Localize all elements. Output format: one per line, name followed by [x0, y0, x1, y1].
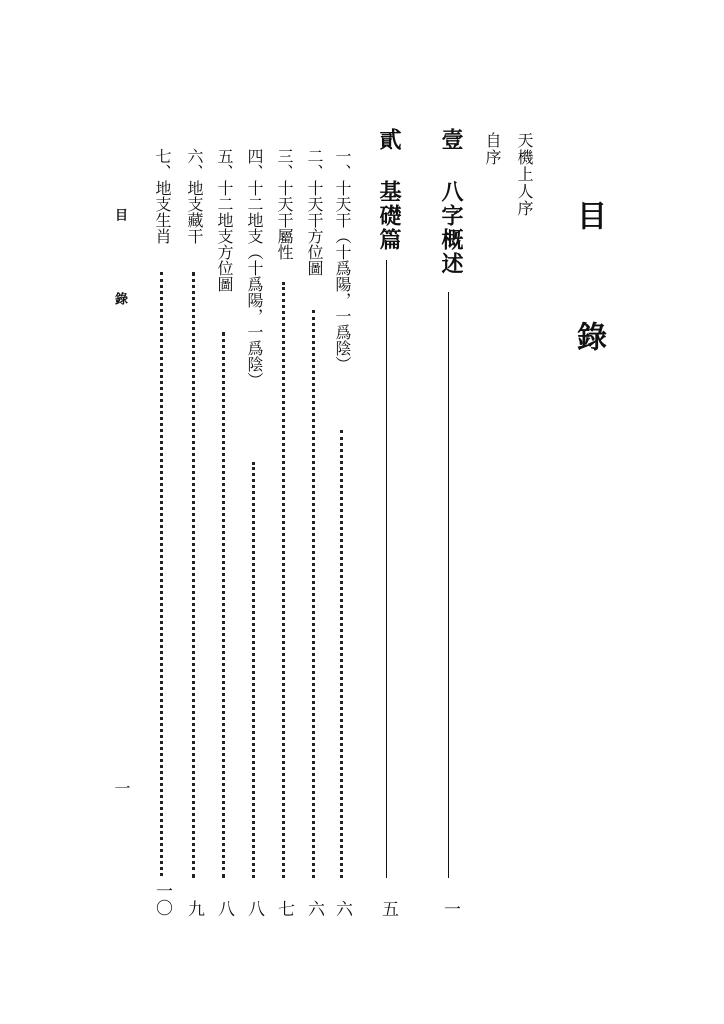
page-number: 六 — [304, 900, 324, 917]
page-number: 九 — [184, 900, 204, 917]
leader-rule — [386, 260, 387, 878]
page-number: 七 — [274, 900, 294, 917]
preface-entry: 自序 — [483, 132, 502, 166]
dot-leader — [160, 272, 163, 876]
toc-entry: 五、十二地支方位圖 — [215, 148, 234, 292]
leader-rule — [448, 292, 449, 878]
page-number: 八 — [244, 900, 264, 917]
toc-entry: 六、地支藏干 — [185, 148, 204, 244]
part-number: 壹 — [438, 128, 464, 152]
part-title: 基礎篇 — [376, 180, 402, 252]
dot-leader — [222, 332, 225, 878]
toc-entry: 三、十天干屬性 — [275, 148, 294, 260]
dot-leader — [312, 310, 315, 878]
page-number: 五 — [378, 900, 398, 917]
dot-leader — [192, 272, 195, 878]
preface-entry: 天機上人序 — [515, 132, 534, 217]
page-number: 一〇 — [152, 882, 172, 916]
folio-number: 一 — [112, 780, 131, 796]
page-number: 八 — [214, 900, 234, 917]
part-number: 貳 — [376, 128, 402, 152]
toc-entry: 二、十天干方位圖 — [305, 148, 324, 276]
dot-leader — [252, 462, 255, 878]
page-title: 目 錄 — [571, 200, 606, 379]
part-title: 八字概述 — [438, 180, 464, 276]
toc-entry: 四、十二地支︵十爲陽，一爲陰︶ — [245, 148, 264, 388]
page-number: 六 — [332, 900, 352, 917]
dot-leader — [282, 282, 285, 878]
toc-entry: 七、地支生肖 — [153, 148, 172, 244]
dot-leader — [340, 430, 343, 878]
toc-entry: 一、十天干︵十爲陽，一爲陰︶ — [333, 148, 352, 372]
running-header: 目 錄 — [112, 208, 127, 333]
page-number: 一 — [440, 900, 460, 917]
